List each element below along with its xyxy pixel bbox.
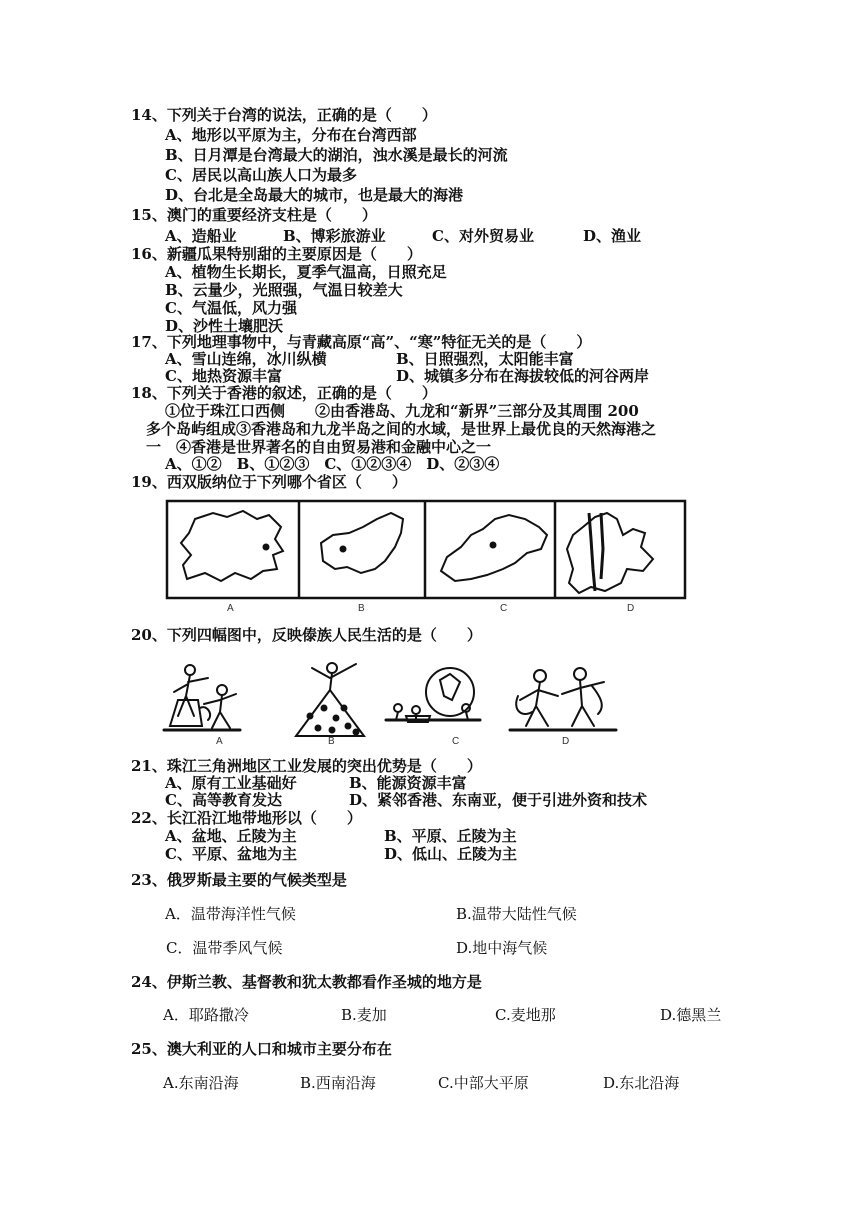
q24-stem: 24、伊斯兰教、基督教和犹太教都看作圣城的地方是 — [131, 973, 482, 991]
q15-option-c: C、对外贸易业 — [432, 227, 534, 245]
q18-statement-line3: 一 ④香港是世界著名的自由贸易港和金融中心之一 — [146, 438, 492, 456]
q19-map-d-outline — [567, 513, 653, 593]
q14-stem: 14、下列关于台湾的说法，正确的是（ ） — [131, 106, 437, 124]
q17-option-d: D、城镇多分布在海拔较低的河谷两岸 — [396, 367, 650, 385]
q19-map-d-river — [589, 513, 603, 591]
q25-option-b: B.西南沿海 — [300, 1074, 376, 1092]
q18-statement-line1: ①位于珠江口西侧 ②由香港岛、九龙和“新界”三部分及其周围 200 — [165, 402, 639, 420]
q20-ethnic-life-figure — [160, 656, 630, 748]
q25-option-a: A.东南沿海 — [163, 1074, 239, 1092]
q22-option-d: D、低山、丘陵为主 — [384, 845, 518, 863]
q19-map-b-capital-dot — [341, 547, 346, 552]
q16-option-d: D、沙性土壤肥沃 — [165, 317, 284, 335]
q16-stem: 16、新疆瓜果特别甜的主要原因是（ ） — [131, 245, 422, 263]
q19-province-maps-figure — [165, 499, 690, 619]
q19-stem: 19、西双版纳位于下列哪个省区（ ） — [131, 473, 407, 491]
q25-stem: 25、澳大利亚的人口和城市主要分布在 — [131, 1040, 392, 1058]
q20-picture-b-dancer — [296, 663, 364, 736]
q19-map-b-outline — [321, 513, 403, 573]
q18-statement-line2: 多个岛屿组成③香港岛和九龙半岛之间的水域，是世界上最优良的天然海港之 — [146, 420, 657, 438]
q20-label-a: A — [216, 736, 223, 747]
q19-label-b: B — [358, 603, 365, 614]
q19-map-c-capital-dot — [491, 543, 496, 548]
q25-option-d: D.东北沿海 — [603, 1074, 680, 1092]
q21-option-b: B、能源资源丰富 — [349, 774, 467, 792]
q19-label-d: D — [627, 603, 635, 614]
q17-stem: 17、下列地理事物中，与青藏高原“高”、“寒”特征无关的是（ ） — [131, 333, 592, 351]
q20-picture-d-performers — [510, 668, 616, 730]
q23-option-a: A．温带海洋性气候 — [165, 905, 296, 923]
q16-option-a: A、植物生长期长，夏季气温高，日照充足 — [165, 263, 447, 281]
q23-stem: 23、俄罗斯最主要的气候类型是 — [131, 871, 347, 889]
q25-option-c: C.中部大平原 — [438, 1074, 529, 1092]
q20-label-c: C — [452, 736, 460, 747]
q15-option-d: D、渔业 — [583, 227, 642, 245]
q22-option-b: B、平原、丘陵为主 — [384, 827, 517, 845]
q24-option-a: A．耶路撒冷 — [163, 1006, 249, 1024]
q24-option-b: B.麦加 — [341, 1006, 387, 1024]
q22-stem: 22、长江沿江地带地形以（ ） — [131, 809, 362, 827]
q16-option-c: C、气温低，风力强 — [165, 299, 297, 317]
q17-option-c: C、地热资源丰富 — [165, 367, 282, 385]
q15-stem: 15、澳门的重要经济支柱是（ ） — [131, 206, 377, 224]
q21-stem: 21、珠江三角洲地区工业发展的突出优势是（ ） — [131, 757, 482, 775]
q18-stem: 18、下列关于香港的叙述，正确的是（ ） — [131, 384, 437, 402]
q20-stem: 20、下列四幅图中，反映傣族人民生活的是（ ） — [131, 626, 482, 644]
q14-option-a: A、地形以平原为主，分布在台湾西部 — [165, 126, 417, 144]
q23-option-b: B.温带大陆性气候 — [456, 905, 577, 923]
q14-option-b: B、日月潭是台湾最大的湖泊，浊水溪是最长的河流 — [165, 146, 508, 164]
q17-option-b: B、日照强烈，太阳能丰富 — [396, 350, 574, 368]
q23-option-c: C．温带季风气候 — [166, 939, 283, 957]
q22-option-a: A、盆地、丘陵为主 — [165, 827, 297, 845]
q19-label-c: C — [500, 603, 508, 614]
q14-option-d: D、台北是全岛最大的城市，也是最大的海港 — [165, 186, 464, 204]
q17-option-a: A、雪山连绵，冰川纵横 — [165, 350, 327, 368]
q18-options: A、①② B、①②③ C、①②③④ D、②③④ — [165, 455, 500, 473]
q16-option-b: B、云量少，光照强，气温日较差大 — [165, 281, 403, 299]
q20-picture-a-dancers — [164, 665, 240, 730]
q22-option-c: C、平原、盆地为主 — [165, 845, 297, 863]
q15-option-b: B、博彩旅游业 — [283, 227, 386, 245]
q19-map-a-capital-dot — [264, 545, 269, 550]
q20-picture-c-gathering — [386, 668, 480, 722]
q23-option-d: D.地中海气候 — [456, 939, 548, 957]
q15-option-a: A、造船业 — [165, 227, 237, 245]
q14-option-c: C、居民以高山族人口为最多 — [165, 166, 357, 184]
q24-option-c: C.麦地那 — [495, 1006, 556, 1024]
q24-option-d: D.德黑兰 — [660, 1006, 722, 1024]
q20-label-b: B — [328, 736, 335, 747]
q19-label-a: A — [227, 603, 234, 614]
q21-option-a: A、原有工业基础好 — [165, 774, 297, 792]
q21-option-c: C、高等教育发达 — [165, 791, 282, 809]
q21-option-d: D、紧邻香港、东南亚，便于引进外资和技术 — [349, 791, 648, 809]
q20-label-d: D — [562, 736, 570, 747]
